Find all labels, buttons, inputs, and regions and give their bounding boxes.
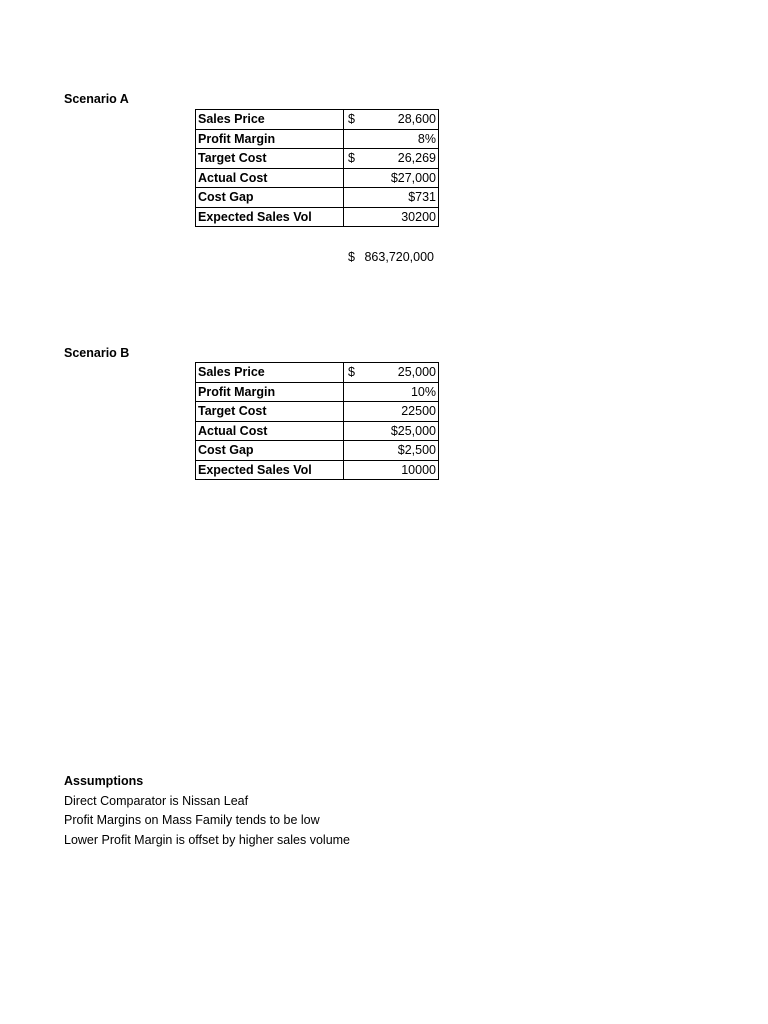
row-value-target-cost (344, 402, 439, 422)
row-label-target-cost: Target Cost (196, 149, 344, 169)
table-row (196, 149, 439, 169)
row-value-profit-margin (344, 129, 439, 149)
cell-value: 10000 (401, 462, 436, 477)
scenario-a-heading: Scenario A (64, 92, 129, 106)
total-value: 863,720,000 (364, 250, 434, 264)
currency-symbol: $ (348, 151, 355, 165)
row-label-profit-margin: Profit Margin (196, 382, 344, 402)
table-row (196, 421, 439, 441)
cell-value: $731 (408, 190, 436, 205)
assumptions-title: Assumptions (64, 774, 144, 788)
table-row (196, 168, 439, 188)
cell-value: 10% (410, 384, 436, 399)
cell-value: $27,000 (390, 170, 436, 185)
table-row (196, 129, 439, 149)
row-label-sales-price: Sales Price (196, 363, 344, 383)
row-value-expected-sales-vol (344, 460, 439, 480)
row-value-profit-margin (344, 382, 439, 402)
row-label-cost-gap: Cost Gap (196, 188, 344, 208)
row-value-cost-gap (344, 188, 439, 208)
row-value-cost-gap (344, 441, 439, 461)
row-label-profit-margin: Profit Margin (196, 129, 344, 149)
assumptions-block (64, 772, 350, 850)
currency-symbol: $ (348, 365, 355, 379)
row-label-actual-cost: Actual Cost (196, 168, 344, 188)
row-value-expected-sales-vol (344, 207, 439, 227)
scenario-b-table (195, 362, 439, 480)
scenario-a-table (195, 109, 439, 227)
row-label-sales-price: Sales Price (196, 110, 344, 130)
row-label-target-cost: Target Cost (196, 402, 344, 422)
cell-value: $2,500 (397, 443, 436, 458)
scenario-b-heading: Scenario B (64, 346, 130, 360)
row-label-expected-sales-vol: Expected Sales Vol (196, 207, 344, 227)
row-value-sales-price (344, 363, 439, 383)
row-value-actual-cost (344, 168, 439, 188)
currency-symbol: $ (348, 250, 355, 264)
cell-value: $25,000 (390, 423, 436, 438)
scenario-a-total (344, 248, 436, 266)
row-value-target-cost (344, 149, 439, 169)
table-row (196, 441, 439, 461)
table-row (196, 402, 439, 422)
cell-value: 26,269 (397, 151, 436, 166)
cell-value: 25,000 (397, 365, 436, 380)
assumption-item: Lower Profit Margin is offset by higher sales volume (64, 832, 351, 847)
table-row (196, 460, 439, 480)
cell-value: 8% (417, 131, 436, 146)
row-label-expected-sales-vol: Expected Sales Vol (196, 460, 344, 480)
row-value-actual-cost (344, 421, 439, 441)
assumption-item: Profit Margins on Mass Family tends to be low (64, 813, 320, 827)
table-row (196, 363, 439, 383)
row-value-sales-price (344, 110, 439, 130)
cell-value: 22500 (401, 404, 436, 419)
table-row (196, 207, 439, 227)
row-label-actual-cost: Actual Cost (196, 421, 344, 441)
assumption-item: Direct Comparator is Nissan Leaf (64, 793, 249, 808)
currency-symbol: $ (348, 112, 355, 126)
table-row (196, 110, 439, 130)
row-label-cost-gap: Cost Gap (196, 441, 344, 461)
cell-value: 30200 (401, 209, 436, 224)
table-row (196, 188, 439, 208)
cell-value: 28,600 (397, 112, 436, 127)
table-row (196, 382, 439, 402)
